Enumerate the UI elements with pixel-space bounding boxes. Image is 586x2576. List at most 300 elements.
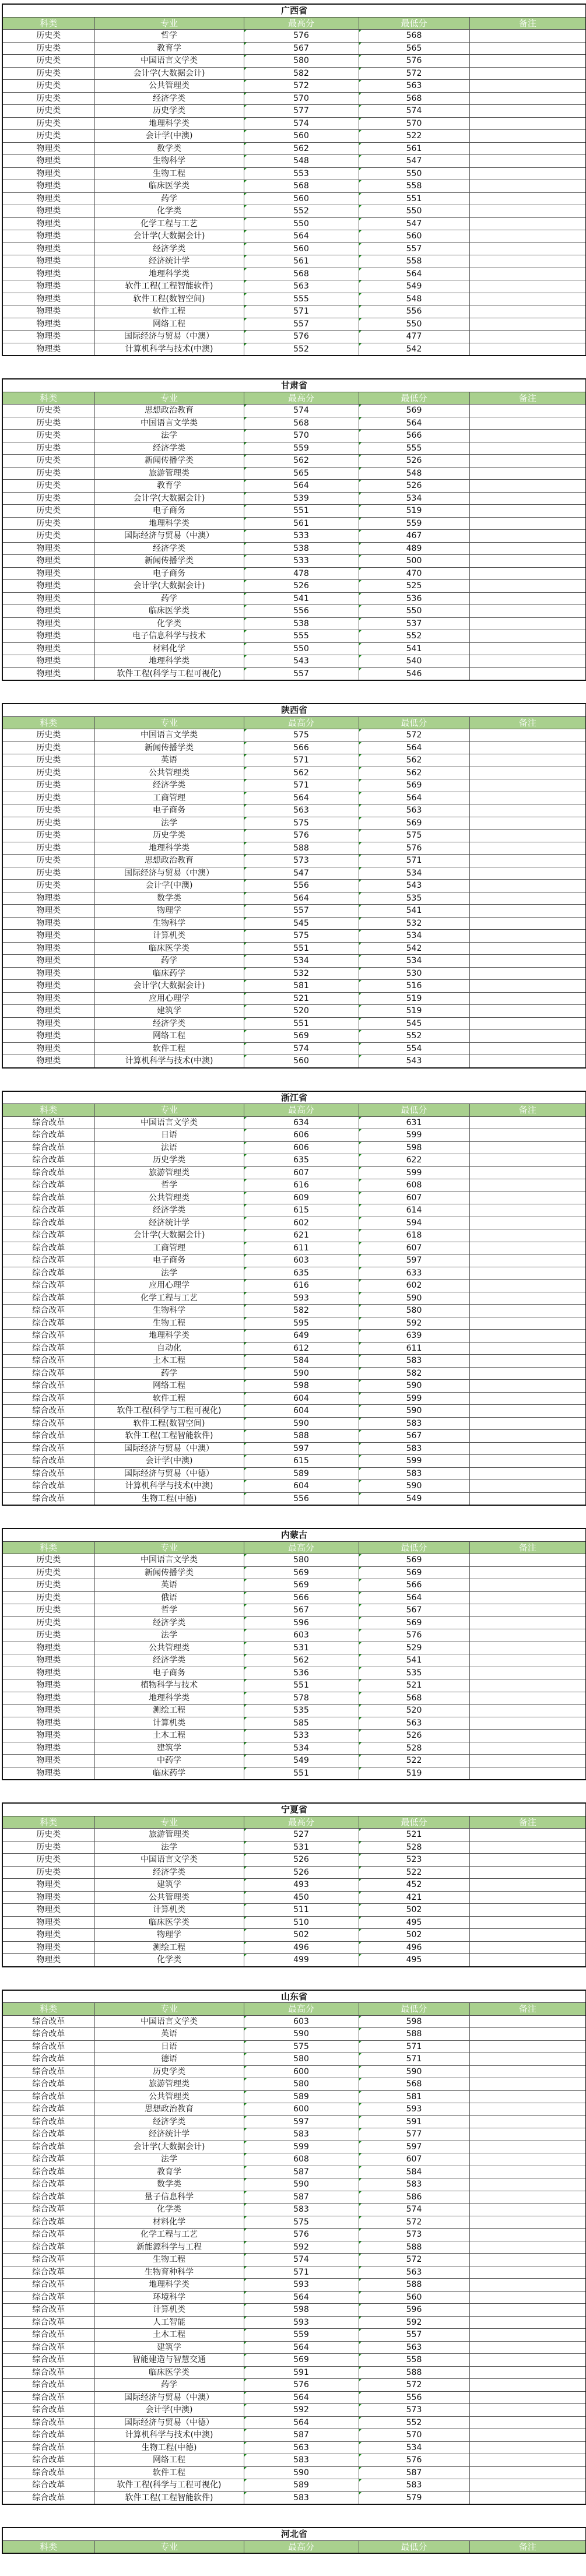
category-cell: 历史类 (2, 117, 94, 130)
note-cell (469, 2090, 586, 2103)
max-score-cell: 576 (244, 2229, 359, 2241)
min-score-cell: 599 (359, 1129, 469, 1142)
max-score-cell: 550 (244, 642, 359, 655)
note-cell (469, 1179, 586, 1192)
category-cell: 综合改革 (2, 1355, 94, 1368)
category-cell: 物理类 (2, 1767, 94, 1780)
min-score-cell: 572 (359, 729, 469, 742)
category-cell: 物理类 (2, 1954, 94, 1967)
category-cell: 综合改革 (2, 2191, 94, 2204)
table-row (2, 1280, 586, 1292)
max-score-cell: 603 (244, 2015, 359, 2028)
major-cell: 教育学 (94, 42, 244, 55)
min-score-cell: 489 (359, 542, 469, 555)
major-cell: 会计学(大数据会计) (94, 67, 244, 80)
min-score-cell: 562 (359, 767, 469, 779)
max-score-cell: 608 (244, 2153, 359, 2166)
major-cell: 环境科学 (94, 2291, 244, 2304)
min-score-cell: 569 (359, 405, 469, 417)
min-score-cell: 543 (359, 1055, 469, 1068)
min-score-cell: 530 (359, 967, 469, 980)
major-cell: 历史学类 (94, 2065, 244, 2078)
min-score-cell: 576 (359, 55, 469, 68)
table-row (2, 2491, 586, 2504)
table-row (2, 905, 586, 918)
max-score-cell: 534 (244, 1742, 359, 1755)
max-score-cell: 593 (244, 1292, 359, 1305)
max-score-cell: 568 (244, 268, 359, 280)
table-row (2, 2441, 586, 2454)
min-score-cell: 548 (359, 293, 469, 305)
min-score-cell: 519 (359, 505, 469, 518)
max-score-cell: 561 (244, 517, 359, 530)
note-cell (469, 1405, 586, 1418)
category-cell: 历史类 (2, 467, 94, 480)
note-cell (469, 1941, 586, 1954)
category-cell: 物理类 (2, 580, 94, 593)
column-header-category: 科类 (2, 1816, 94, 1829)
major-cell: 软件工程(工程智能软件) (94, 1430, 244, 1443)
major-cell: 会计学(大数据会计) (94, 580, 244, 593)
min-score-cell: 571 (359, 2053, 469, 2066)
max-score-cell: 587 (244, 2166, 359, 2178)
category-cell: 物理类 (2, 142, 94, 155)
province-score-table (2, 378, 586, 681)
category-cell: 物理类 (2, 967, 94, 980)
min-score-cell: 496 (359, 1941, 469, 1954)
min-score-cell: 570 (359, 117, 469, 130)
min-score-cell: 631 (359, 1116, 469, 1129)
max-score-cell: 548 (244, 155, 359, 168)
note-cell (469, 905, 586, 918)
table-row (2, 180, 586, 193)
note-cell (469, 2141, 586, 2153)
table-row (2, 480, 586, 493)
note-cell (469, 130, 586, 143)
column-header-min: 最低分 (359, 392, 469, 405)
header-row (2, 1104, 586, 1117)
major-cell: 国际经济与贸易（中澳） (94, 2391, 244, 2404)
table-row (2, 80, 586, 93)
table-row (2, 2153, 586, 2166)
column-header-note: 备注 (469, 2540, 586, 2553)
column-header-major: 专业 (94, 1104, 244, 1117)
table-row (2, 2103, 586, 2116)
min-score-cell: 534 (359, 492, 469, 505)
min-score-cell: 567 (359, 1430, 469, 1443)
category-cell: 综合改革 (2, 1317, 94, 1330)
min-score-cell: 534 (359, 2441, 469, 2454)
max-score-cell: 526 (244, 580, 359, 593)
column-header-max: 最高分 (244, 1104, 359, 1117)
max-score-cell: 571 (244, 779, 359, 792)
max-score-cell: 560 (244, 192, 359, 205)
table-row (2, 1455, 586, 1468)
table-row (2, 305, 586, 318)
max-score-cell: 571 (244, 754, 359, 767)
major-cell: 中国语言文学类 (94, 729, 244, 742)
table-row (2, 442, 586, 455)
table-row (2, 1554, 586, 1567)
table-row (2, 1005, 586, 1018)
max-score-cell: 575 (244, 2040, 359, 2053)
note-cell (469, 1480, 586, 1493)
major-cell: 英语 (94, 2028, 244, 2041)
major-cell: 人工智能 (94, 2316, 244, 2329)
category-cell: 物理类 (2, 318, 94, 331)
note-cell (469, 67, 586, 80)
max-score-cell: 493 (244, 1879, 359, 1892)
major-cell: 地理科学类 (94, 2279, 244, 2292)
min-score-cell: 535 (359, 892, 469, 905)
table-row (2, 955, 586, 968)
note-cell (469, 2279, 586, 2292)
major-cell: 新闻传播学类 (94, 1566, 244, 1579)
table-row (2, 741, 586, 754)
category-cell: 物理类 (2, 1692, 94, 1705)
category-cell: 历史类 (2, 42, 94, 55)
category-cell: 综合改革 (2, 1417, 94, 1430)
category-cell: 综合改革 (2, 2028, 94, 2041)
min-score-cell: 571 (359, 855, 469, 867)
max-score-cell: 569 (244, 1579, 359, 1592)
table-row (2, 980, 586, 993)
province-title: 广西省 (2, 4, 586, 17)
min-score-cell: 519 (359, 992, 469, 1005)
min-score-cell: 556 (359, 2391, 469, 2404)
max-score-cell: 575 (244, 729, 359, 742)
major-cell: 测绘工程 (94, 1941, 244, 1954)
min-score-cell: 584 (359, 2166, 469, 2178)
note-cell (469, 1755, 586, 1767)
max-score-cell: 562 (244, 455, 359, 468)
min-score-cell: 568 (359, 30, 469, 43)
major-cell: 电子商务 (94, 1254, 244, 1267)
table-row (2, 1204, 586, 1217)
min-score-cell: 599 (359, 1455, 469, 1468)
note-cell (469, 1929, 586, 1942)
note-cell (469, 442, 586, 455)
category-cell: 物理类 (2, 1667, 94, 1679)
min-score-cell: 564 (359, 1591, 469, 1604)
category-cell: 历史类 (2, 492, 94, 505)
category-cell: 物理类 (2, 217, 94, 230)
note-cell (469, 1767, 586, 1780)
min-score-cell: 521 (359, 1679, 469, 1692)
min-score-cell: 549 (359, 1492, 469, 1505)
note-cell (469, 467, 586, 480)
province-score-table (2, 1528, 586, 1780)
column-header-note: 备注 (469, 1816, 586, 1829)
major-cell: 临床医学类 (94, 1916, 244, 1929)
note-cell (469, 1367, 586, 1380)
min-score-cell: 526 (359, 1730, 469, 1742)
table-row (2, 967, 586, 980)
major-cell: 药学 (94, 192, 244, 205)
max-score-cell: 572 (244, 80, 359, 93)
min-score-cell: 576 (359, 1629, 469, 1642)
max-score-cell: 596 (244, 1616, 359, 1629)
major-cell: 旅游管理类 (94, 1166, 244, 1179)
major-cell: 旅游管理类 (94, 467, 244, 480)
major-cell: 药学 (94, 2379, 244, 2392)
min-score-cell: 599 (359, 1392, 469, 1405)
major-cell: 生物工程 (94, 2254, 244, 2266)
min-score-cell: 540 (359, 655, 469, 668)
major-cell: 会计学(中澳) (94, 2404, 244, 2417)
table-row (2, 2291, 586, 2304)
table-row (2, 2128, 586, 2141)
table-row (2, 205, 586, 218)
table-row (2, 1492, 586, 1505)
min-score-cell: 555 (359, 442, 469, 455)
min-score-cell: 477 (359, 331, 469, 343)
category-cell: 历史类 (2, 842, 94, 855)
max-score-cell: 587 (244, 2429, 359, 2442)
max-score-cell: 567 (244, 1604, 359, 1617)
table-row (2, 1717, 586, 1730)
max-score-cell: 568 (244, 417, 359, 430)
max-score-cell: 609 (244, 1192, 359, 1204)
header-row (2, 2003, 586, 2016)
note-cell (469, 1166, 586, 1179)
column-header-max: 最高分 (244, 2003, 359, 2016)
major-cell: 网络工程 (94, 318, 244, 331)
table-row (2, 167, 586, 180)
max-score-cell: 569 (244, 1030, 359, 1043)
category-cell: 历史类 (2, 792, 94, 804)
min-score-cell: 541 (359, 905, 469, 918)
column-header-note: 备注 (469, 392, 586, 405)
table-row (2, 1954, 586, 1967)
note-cell (469, 2254, 586, 2266)
table-row (2, 2178, 586, 2191)
min-score-cell: 586 (359, 2191, 469, 2204)
category-cell: 综合改革 (2, 2090, 94, 2103)
note-cell (469, 817, 586, 830)
note-cell (469, 1579, 586, 1592)
note-cell (469, 1717, 586, 1730)
category-cell: 历史类 (2, 804, 94, 817)
note-cell (469, 230, 586, 243)
table-row (2, 2304, 586, 2317)
max-score-cell: 556 (244, 880, 359, 892)
note-cell (469, 1380, 586, 1393)
major-cell: 网络工程 (94, 1380, 244, 1393)
major-cell: 国际经济与贸易（中澳） (94, 530, 244, 543)
min-score-cell: 550 (359, 167, 469, 180)
category-cell: 物理类 (2, 343, 94, 356)
table-row (2, 2266, 586, 2279)
min-score-cell: 572 (359, 67, 469, 80)
max-score-cell: 581 (244, 980, 359, 993)
major-cell: 哲学 (94, 30, 244, 43)
major-cell: 新能源科学与工程 (94, 2241, 244, 2254)
category-cell: 综合改革 (2, 1442, 94, 1455)
table-row (2, 67, 586, 80)
column-header-note: 备注 (469, 1104, 586, 1117)
note-cell (469, 1330, 586, 1343)
max-score-cell: 576 (244, 830, 359, 842)
major-cell: 生物科学 (94, 917, 244, 930)
min-score-cell: 521 (359, 1829, 469, 1841)
note-cell (469, 1042, 586, 1055)
column-header-max: 最高分 (244, 392, 359, 405)
max-score-cell: 478 (244, 567, 359, 580)
category-cell: 综合改革 (2, 2354, 94, 2367)
min-score-cell: 529 (359, 1642, 469, 1654)
table-row (2, 2115, 586, 2128)
max-score-cell: 551 (244, 1679, 359, 1692)
major-cell: 地理科学类 (94, 268, 244, 280)
column-header-min: 最低分 (359, 2540, 469, 2553)
note-cell (469, 2454, 586, 2467)
note-cell (469, 1654, 586, 1667)
max-score-cell: 569 (244, 1566, 359, 1579)
note-cell (469, 1829, 586, 1841)
category-cell: 综合改革 (2, 1292, 94, 1305)
table-row (2, 2216, 586, 2229)
max-score-cell: 598 (244, 1380, 359, 1393)
major-cell: 中药学 (94, 1755, 244, 1767)
min-score-cell: 587 (359, 2466, 469, 2479)
note-cell (469, 505, 586, 518)
category-cell: 综合改革 (2, 1367, 94, 1380)
category-cell: 物理类 (2, 1705, 94, 1717)
category-cell: 历史类 (2, 405, 94, 417)
table-row (2, 992, 586, 1005)
major-cell: 会计学(中澳) (94, 1455, 244, 1468)
column-header-category: 科类 (2, 17, 94, 30)
min-score-cell: 552 (359, 630, 469, 643)
table-row (2, 2391, 586, 2404)
max-score-cell: 557 (244, 318, 359, 331)
min-score-cell: 598 (359, 2015, 469, 2028)
max-score-cell: 576 (244, 2379, 359, 2392)
table-row (2, 1679, 586, 1692)
column-header-major: 专业 (94, 17, 244, 30)
category-cell: 综合改革 (2, 2141, 94, 2153)
major-cell: 思想政治教育 (94, 2103, 244, 2116)
column-header-min: 最低分 (359, 17, 469, 30)
max-score-cell: 598 (244, 2304, 359, 2317)
note-cell (469, 2115, 586, 2128)
max-score-cell: 553 (244, 167, 359, 180)
table-row (2, 155, 586, 168)
min-score-cell: 568 (359, 92, 469, 105)
major-cell: 经济学类 (94, 92, 244, 105)
column-header-major: 专业 (94, 2003, 244, 2016)
max-score-cell: 526 (244, 1866, 359, 1879)
province-score-table (2, 1990, 586, 2505)
min-score-cell: 558 (359, 2354, 469, 2367)
note-cell (469, 2491, 586, 2504)
major-cell: 化学工程与工艺 (94, 1292, 244, 1305)
major-cell: 临床药学 (94, 967, 244, 980)
category-cell: 综合改革 (2, 1254, 94, 1267)
major-cell: 思想政治教育 (94, 405, 244, 417)
max-score-cell: 552 (244, 343, 359, 356)
category-cell: 综合改革 (2, 2065, 94, 2078)
major-cell: 软件工程(工程智能软件) (94, 2491, 244, 2504)
table-row (2, 1829, 586, 1841)
major-cell: 教育学 (94, 2166, 244, 2178)
province-score-table (2, 1091, 586, 1506)
category-cell: 物理类 (2, 655, 94, 668)
major-cell: 临床药学 (94, 1767, 244, 1780)
table-row (2, 2479, 586, 2492)
category-cell: 综合改革 (2, 1229, 94, 1242)
note-cell (469, 642, 586, 655)
note-cell (469, 192, 586, 205)
category-cell: 历史类 (2, 517, 94, 530)
table-row (2, 2015, 586, 2028)
max-score-cell: 563 (244, 280, 359, 293)
category-cell: 综合改革 (2, 1492, 94, 1505)
max-score-cell: 649 (244, 1330, 359, 1343)
table-row (2, 1629, 586, 1642)
category-cell: 历史类 (2, 1854, 94, 1867)
category-cell: 综合改革 (2, 1455, 94, 1468)
table-row (2, 1179, 586, 1192)
max-score-cell: 590 (244, 2466, 359, 2479)
min-score-cell: 522 (359, 130, 469, 143)
note-cell (469, 30, 586, 43)
min-score-cell: 598 (359, 1141, 469, 1154)
category-cell: 综合改革 (2, 2366, 94, 2379)
note-cell (469, 2441, 586, 2454)
category-cell: 物理类 (2, 268, 94, 280)
table-row (2, 2466, 586, 2479)
table-row (2, 430, 586, 442)
note-cell (469, 1017, 586, 1030)
min-score-cell: 523 (359, 1854, 469, 1867)
max-score-cell: 562 (244, 767, 359, 779)
table-row (2, 268, 586, 280)
note-cell (469, 754, 586, 767)
max-score-cell: 450 (244, 1891, 359, 1904)
table-row (2, 1604, 586, 1617)
major-cell: 建筑学 (94, 1879, 244, 1892)
column-header-note: 备注 (469, 17, 586, 30)
category-cell: 综合改革 (2, 2103, 94, 2116)
note-cell (469, 2153, 586, 2166)
min-score-cell: 563 (359, 804, 469, 817)
note-cell (469, 117, 586, 130)
table-row (2, 1192, 586, 1204)
note-cell (469, 605, 586, 618)
note-cell (469, 1242, 586, 1254)
max-score-cell: 588 (244, 842, 359, 855)
category-cell: 物理类 (2, 1005, 94, 1018)
table-row (2, 1355, 586, 1368)
max-score-cell: 576 (244, 331, 359, 343)
category-cell: 历史类 (2, 92, 94, 105)
note-cell (469, 1229, 586, 1242)
min-score-cell: 568 (359, 2078, 469, 2091)
category-cell: 历史类 (2, 1829, 94, 1841)
note-cell (469, 1217, 586, 1229)
category-cell: 综合改革 (2, 2441, 94, 2454)
header-row (2, 1816, 586, 1829)
note-cell (469, 2128, 586, 2141)
max-score-cell: 566 (244, 1591, 359, 1604)
major-cell: 经济学类 (94, 1616, 244, 1629)
category-cell: 综合改革 (2, 2391, 94, 2404)
max-score-cell: 587 (244, 2191, 359, 2204)
min-score-cell: 522 (359, 1755, 469, 1767)
category-cell: 物理类 (2, 667, 94, 680)
